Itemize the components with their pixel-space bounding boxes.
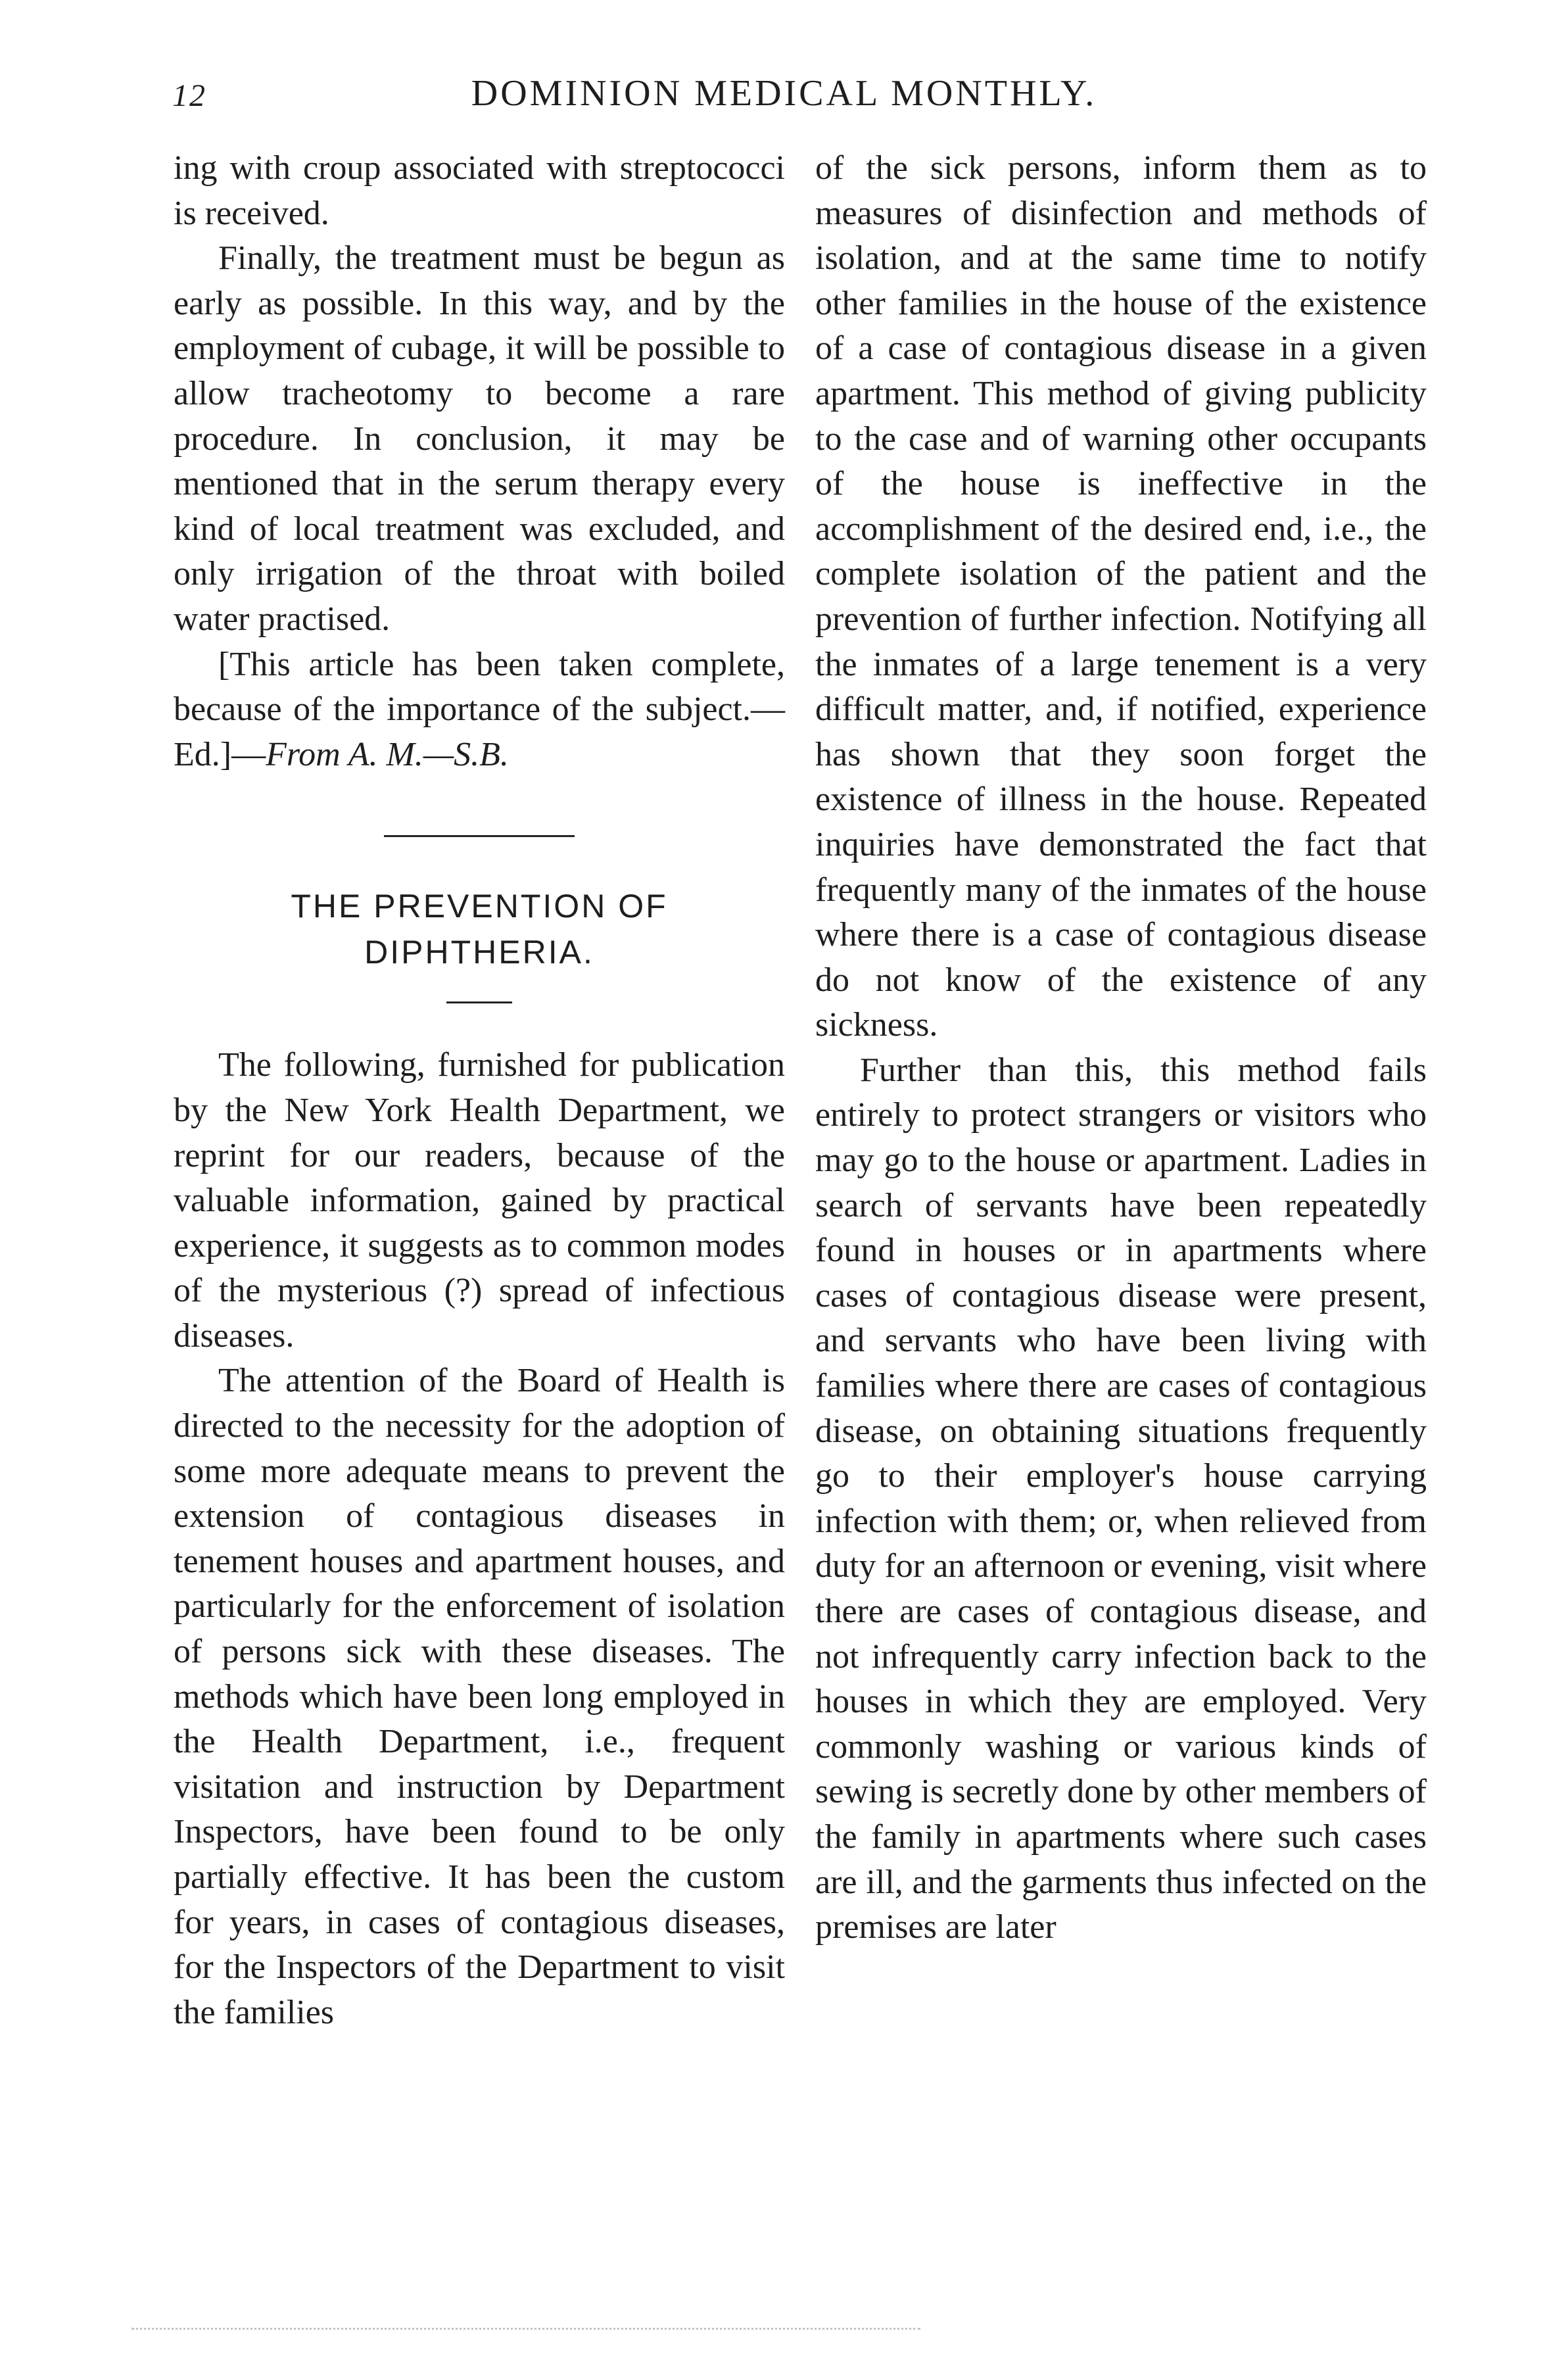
editor-note-source: From A. M.—S.B. [266, 735, 509, 773]
left-paragraph-2: Finally, the treatment must be begun as early as possible. In this way, and by the employment of cubage, it will be possible to allow tracheotomy to become a rare procedure. In conclusion, it may be mentioned that in the serum therapy every kind of local treatment was excluded, and only irrigation of the throat with boiled water practised. [174, 239, 785, 638]
right-paragraph-2: Further than this, this method fails entirely to protect strangers or visitors who may go to the house or apartment. Ladies in search of servants have been repeatedly found in houses or in apartments where cases of contagious disease were present, and servants who have been living with families where there are cases of contagious disease, on obtaining situations frequently go to their employer's house carrying infection with them; or, when relieved from duty for an afternoon or evening, visit where there are cases of contagious disease, and not infrequently carry infection back to the houses in which they are employed. Very commonly washing or various kinds of sewing is secretly done by other members of the family in apartments where such cases are ill, and the garments thus infected on the premises are later [815, 1051, 1427, 1946]
left-paragraph-4: The following, furnished for publication by the New York Health Department, we reprint for our readers, because of the valuable information, gained by practical experience, it suggests as to common modes of the mysterious (?) spread of infectious diseases. [174, 1046, 785, 1355]
left-paragraph-5: The attention of the Board of Health is directed to the necessity for the adoption of some more adequate means to prevent the extension of contagious diseases in tenement houses and apartment houses, and particularly for the enforcement of isolation of persons sick with these diseases. The methods which have been long employed in the Health Department, i.e., frequent visitation and instruction by Department Inspectors, have been found to be only partially effective. It has been the custom for years, in cases of contagious diseases, for the Inspectors of the Department to visit the families [174, 1362, 785, 2031]
scan-edge-marks [131, 2328, 920, 2332]
section-divider-rule [384, 835, 575, 837]
article-title: THE PREVENTION OF DIPHTHERIA. [291, 888, 668, 971]
page-number: 12 [172, 78, 206, 113]
editor-note [174, 642, 785, 778]
title-underline-rule [446, 1001, 512, 1003]
right-column [815, 146, 1427, 1950]
left-paragraph-1: ing with croup associated with streptococci is received. [174, 149, 785, 232]
right-paragraph-1: of the sick persons, inform them as to measures of disinfection and methods of isolation, and at the same time to notify other families in the house of the existence of a case of contagious disease in a given apartment. This method of giving publicity to the case and of warning other occupants of the house is ineffective in the accomplishment of the desired end, i.e., the complete isolation of the patient and the prevention of further infection. Notifying all the inmates of a large tenement is a very difficult matter, and, if notified, experience has shown that they soon forget the existence of illness in the house. Repeated inquiries have demonstrated the fact that frequently many of the inmates of the house where there is a case of contagious disease do not know of the existence of any sickness. [815, 149, 1427, 1044]
editor-note-text: [This article has been taken complete, because of the importance of the subject.—Ed.]— [174, 645, 785, 773]
left-column [174, 146, 785, 2035]
running-head-title: DOMINION MEDICAL MONTHLY. [471, 73, 1097, 114]
